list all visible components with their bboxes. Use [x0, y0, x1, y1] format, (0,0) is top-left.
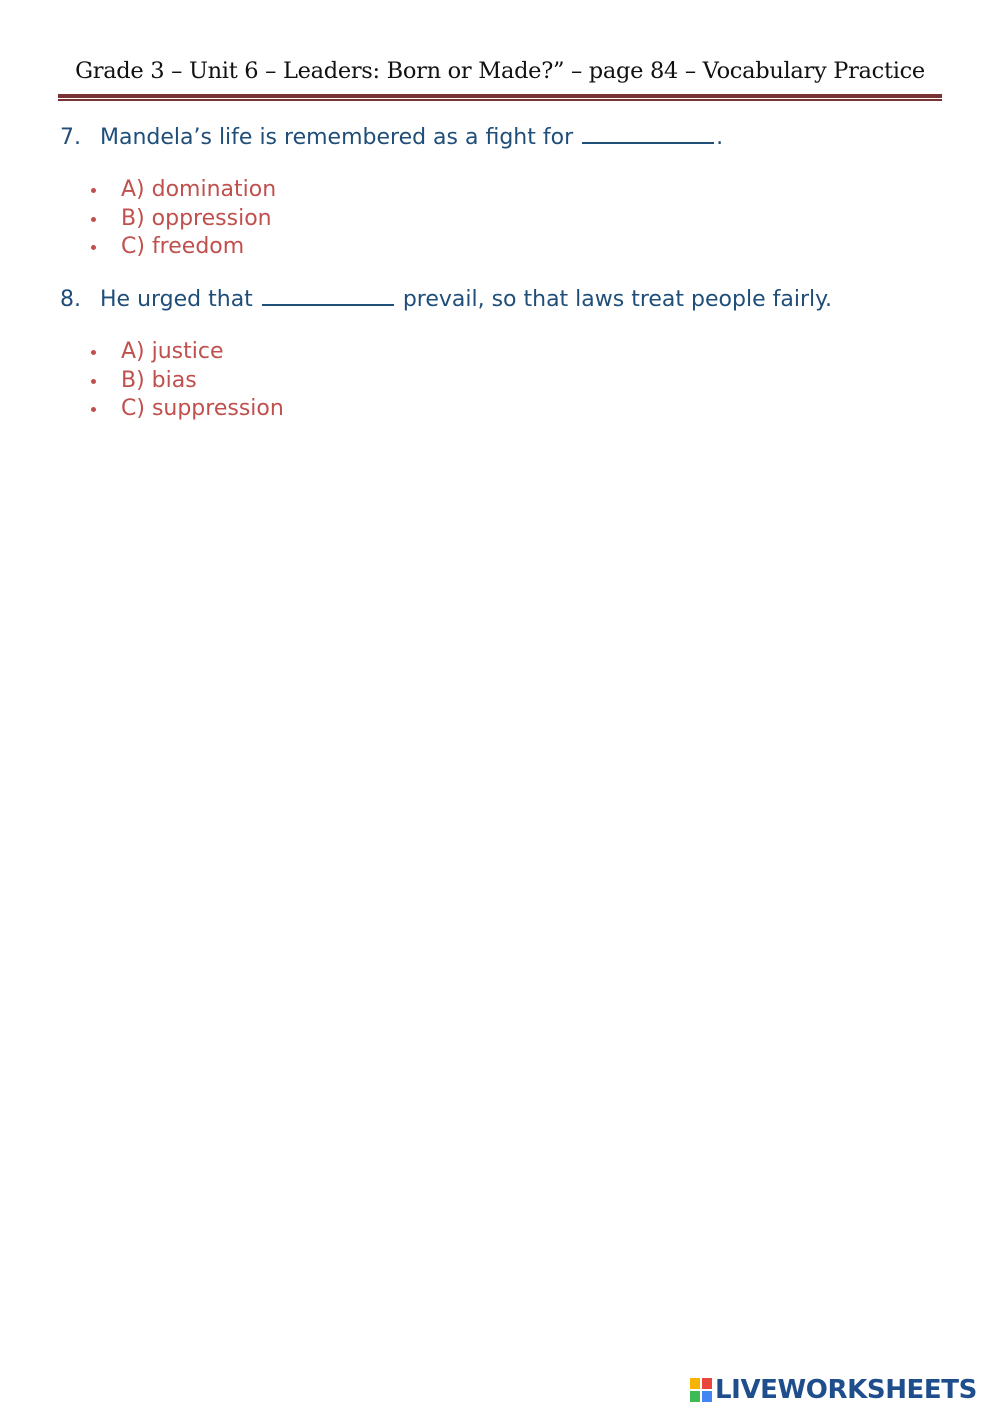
- question-8: [60, 286, 832, 312]
- option-item[interactable]: [88, 176, 276, 205]
- question-text-before: Mandela’s life is remembered as a fight for: [100, 125, 574, 150]
- option-label: A) justice: [121, 339, 224, 364]
- answer-blank[interactable]: [262, 286, 394, 306]
- question-text-after: prevail, so that laws treat people fairly.: [402, 287, 832, 312]
- bullet-icon: [91, 407, 96, 412]
- question-number: 8.: [60, 287, 81, 312]
- question-8-options: [88, 338, 284, 424]
- question-7: [60, 124, 723, 150]
- bullet-icon: [91, 350, 96, 355]
- liveworksheets-logo[interactable]: [690, 1374, 977, 1406]
- option-label: C) suppression: [121, 396, 284, 422]
- question-text-after: .: [716, 125, 724, 150]
- page-header-title: Grade 3 – Unit 6 – Leaders: Born or Made?” – page 84 – Vocabulary Practice: [75, 58, 925, 84]
- option-item[interactable]: [88, 395, 284, 424]
- option-label: A) domination: [121, 177, 277, 202]
- bullet-icon: [91, 245, 96, 250]
- option-label: B) oppression: [121, 205, 272, 231]
- option-label: B) bias: [121, 367, 197, 393]
- question-7-options: [88, 176, 276, 262]
- liveworksheets-logo-icon: [690, 1378, 712, 1402]
- option-label: C) freedom: [121, 234, 245, 260]
- bullet-icon: [91, 217, 96, 222]
- logo-text: LIVEWORKSHEETS: [715, 1375, 977, 1405]
- question-number: 7.: [60, 125, 81, 150]
- option-item[interactable]: [88, 338, 284, 367]
- bullet-icon: [91, 379, 96, 384]
- header-divider-thick: [58, 94, 942, 98]
- option-item[interactable]: [88, 233, 276, 262]
- question-text-before: He urged that: [100, 287, 253, 312]
- header-divider-thin: [58, 99, 942, 101]
- bullet-icon: [91, 188, 96, 193]
- option-item[interactable]: [88, 367, 284, 396]
- answer-blank[interactable]: [582, 124, 714, 144]
- option-item[interactable]: [88, 205, 276, 234]
